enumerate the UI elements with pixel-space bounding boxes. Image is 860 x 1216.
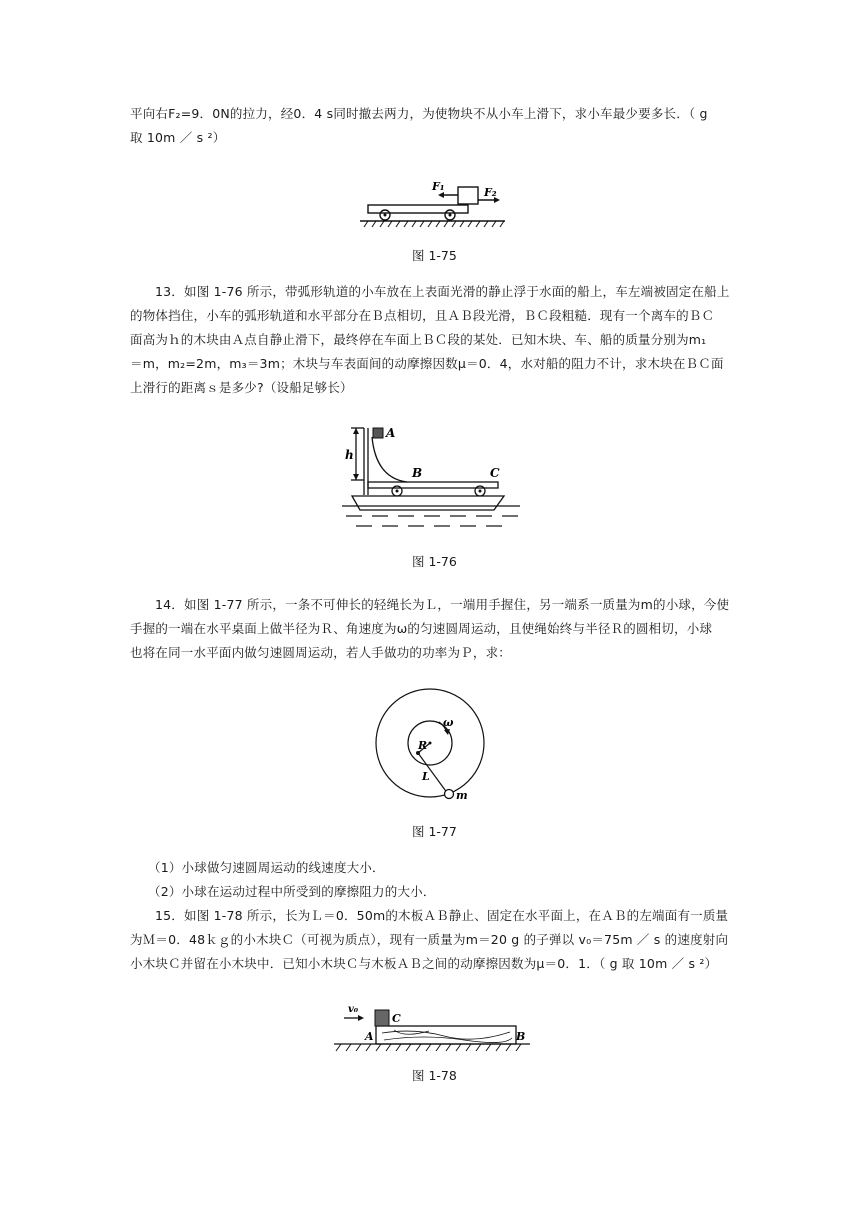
label-a: A xyxy=(386,426,396,440)
boat-hull xyxy=(352,496,504,510)
figure-1-78 xyxy=(334,1000,530,1052)
label-f1: F₁ xyxy=(432,180,445,193)
problem-15-line-3: 小木块Ｃ并留在小木块中．已知小木块Ｃ与木板ＡＢ之间的动摩擦因数为μ＝0．1．（ g 取 10m ／ s ²） xyxy=(130,956,718,971)
question-2: （2）小球在运动过程中所受到的摩擦阻力的大小． xyxy=(148,884,436,899)
question-1: （1）小球做匀速圆周运动的线速度大小． xyxy=(148,860,385,875)
problem-13-line-1: 13．如图 1-76 所示，带弧形轨道的小车放在上表面光滑的静止浮于水面的船上，车左端被固定在船上 xyxy=(155,284,730,299)
block xyxy=(458,187,478,204)
label-b: B xyxy=(412,466,423,480)
label-r: R xyxy=(418,739,428,752)
label-b: B xyxy=(516,1030,526,1043)
problem-14-line-2: 手握的一端在水平桌面上做半径为Ｒ、角速度为ω的匀速圆周运动，且使绳始终与半径Ｒ的圆相切，小球 xyxy=(130,621,713,636)
figure-1-76-caption: 图 1-76 xyxy=(412,554,457,569)
figure-1-77-caption: 图 1-77 xyxy=(412,824,457,839)
arc-track xyxy=(372,437,407,482)
figure-1-75 xyxy=(360,178,505,228)
block-c xyxy=(375,1010,389,1026)
figure-1-78-caption: 图 1-78 xyxy=(412,1068,457,1083)
label-h: h xyxy=(345,448,354,462)
wooden-block xyxy=(373,428,383,438)
problem-13-line-2: 的物体挡住，小车的弧形轨道和水平部分在Ｂ点相切，且ＡＢ段光滑，ＢＣ段粗糙．现有一个离车的ＢＣ xyxy=(130,308,715,323)
problem-13-line-4: ＝m，m₂=2m，m₃＝3m；木块与车表面间的动摩擦因数μ＝0．4，水对船的阻力不计，求木块在ＢＣ面 xyxy=(130,356,724,371)
cart-platform xyxy=(368,482,498,488)
label-v0: v₀ xyxy=(348,1004,359,1015)
label-c: C xyxy=(392,1012,401,1025)
figure-1-75-caption: 图 1-75 xyxy=(412,248,457,263)
figure-1-77 xyxy=(373,686,493,806)
problem-15-line-2: 为Ｍ＝0．48ｋｇ的小木块Ｃ（可视为质点），现有一质量为m＝20 g 的子弹以 v₀＝75m ／ s 的速度射向 xyxy=(130,932,729,947)
label-f2: F₂ xyxy=(484,186,497,199)
problem-13-line-5: 上滑行的距离ｓ是多少?（设船足够长） xyxy=(130,380,353,395)
wooden-board xyxy=(376,1026,516,1044)
label-c: C xyxy=(490,466,500,480)
problem-14-line-3: 也将在同一水平面内做匀速圆周运动，若人手做功的功率为Ｐ，求： xyxy=(130,645,512,660)
label-omega: ω xyxy=(443,716,454,729)
figure-1-76 xyxy=(342,420,520,532)
problem-12-line-2: 取 10m ／ s ²） xyxy=(130,130,226,145)
problem-13-line-3: 面高为ｈ的木块由Ａ点自静止滑下，最终停在车面上ＢＣ段的某处．已知木块、车、船的质量分别为m₁ xyxy=(130,332,707,347)
problem-15-line-1: 15．如图 1-78 所示，长为Ｌ＝0．50m的木板ＡＢ静止、固定在水平面上，在ＡＢ的左端面有一质量 xyxy=(155,908,729,923)
label-l: L xyxy=(422,770,430,783)
label-a: A xyxy=(365,1030,374,1043)
label-m: m xyxy=(456,789,468,802)
ball xyxy=(445,790,454,799)
problem-14-line-1: 14．如图 1-77 所示，一条不可伸长的轻绳长为Ｌ，一端用手握住，另一端系一质量为m的小球，今使 xyxy=(155,597,730,612)
water-surface xyxy=(342,506,520,526)
problem-12-line-1: 平向右F₂=9．0N的拉力，经0．4 s同时撤去两力，为使物块不从小车上滑下，求小车最少要多长．（ g xyxy=(130,106,708,121)
